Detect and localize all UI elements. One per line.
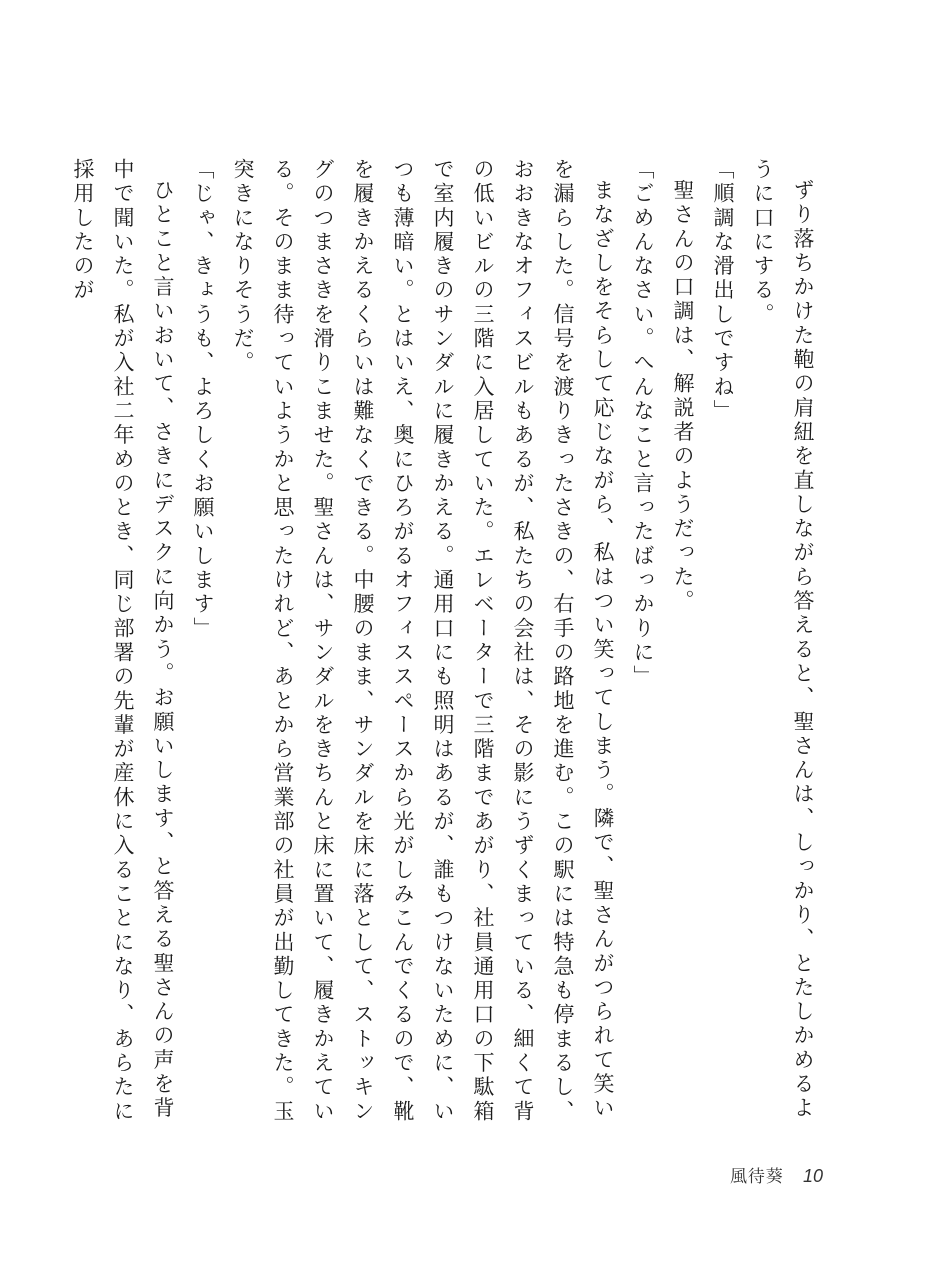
page-number: 10	[802, 1166, 823, 1186]
paragraph: ずり落ちかけた鞄の肩紐を直しながら答えると、聖さんは、しっかり、とたしかめるように口にする。	[751, 158, 815, 1121]
dialogue-line: 「じゃ、きょうも、よろしくお願いします」	[191, 158, 215, 641]
page-footer	[730, 1162, 823, 1187]
dialogue-line: 「ごめんなさい。へんなこと言ったばっかりに」	[631, 158, 655, 690]
author-name: 風待葵	[730, 1167, 784, 1187]
paragraph: ひとこと言いおいて、さきにデスクに向かう。お願いします、と答える聖さんの声を背中で聞いた。私が入社二年めのとき、同じ部署の先輩が産休に入ることになり、あらたに採用したのが	[71, 158, 175, 1124]
paragraph: まなざしをそらして応じながら、私はつい笑ってしまう。隣で、聖さんがつられて笑いを漏らした。信号を渡りきったさきの、右手の路地を進む。この駅には特急も停まるし、おおきなオフィスビルもあるが、私たちの会社は、その影にうずくまっている、細くて背の低いビルの三階に入居していた。エレベーターで三階まであがり、社員通用口の下駄箱で室内履きのサンダルに履きかえる。通用口にも照明はあるが、誰もつけないために、いつも薄暗い。とはいえ、奥にひろがるオフィススペースから光がしみこんでくるので、靴を履きかえるくらいは難なくできる。中腰のまま、サンダルを床に落として、ストッキングのつまさきを滑りこませた。聖さんは、サンダルをきちんと床に置いて、履きかえている。そのまま待っていようかと思ったけれど、あとから営業部の社員が出勤してきた。玉突きになりそうだ。	[231, 158, 615, 1124]
vertical-text-body	[71, 158, 823, 1128]
paragraph: 聖さんの口調は、解説者のようだった。	[671, 179, 695, 614]
dialogue-line: 「順調な滑出しですね」	[711, 158, 735, 424]
